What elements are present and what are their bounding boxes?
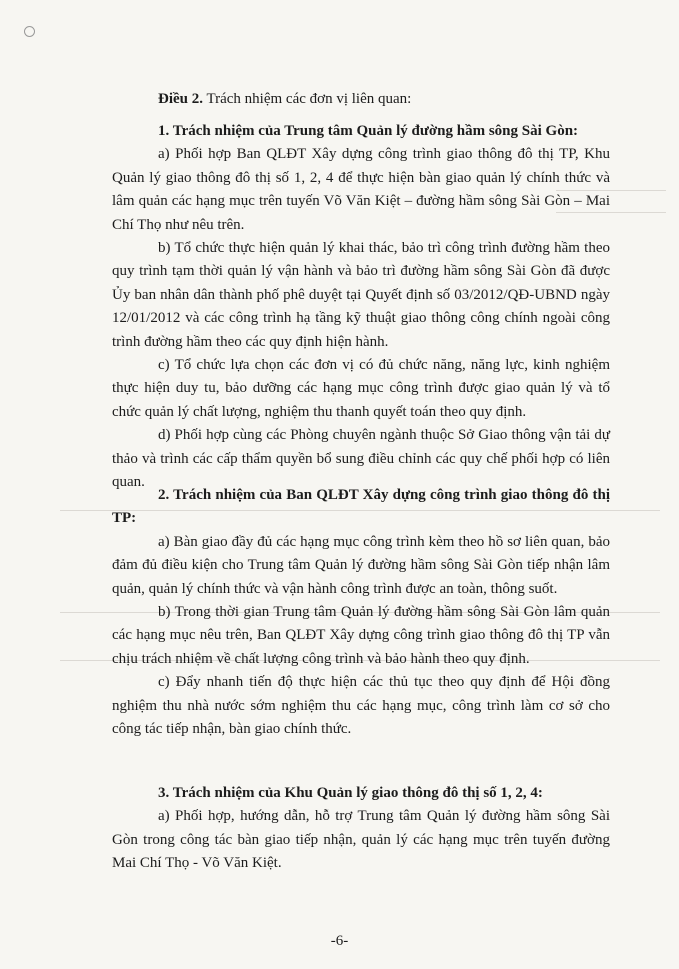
punch-hole-mark [24, 26, 35, 37]
section-1 [112, 120, 610, 495]
paragraph: a) Phối hợp Ban QLĐT Xây dựng công trình giao thông đô thị TP, Khu Quản lý giao thông đô thị số 1, 2, 4 để thực hiện bàn giao quản lý chính thức và lâm quản các hạng mục trên tuyến Võ Văn Kiệt – đường hầm sông Sài Gòn – Mai Chí Thọ như nêu trên. [112, 146, 610, 233]
paragraph: d) Phối hợp cùng các Phòng chuyên ngành thuộc Sở Giao thông vận tải dự thảo và trình các cấp thẩm quyền bổ sung điều chỉnh các quy chế phối hợp có liên quan. [112, 427, 610, 491]
section-2 [112, 484, 610, 741]
section-3 [112, 782, 610, 876]
section-heading: 1. Trách nhiệm của Trung tâm Quản lý đường hầm sông Sài Gòn: [158, 123, 579, 139]
paragraph: a) Phối hợp, hướng dẫn, hỗ trợ Trung tâm Quản lý đường hầm sông Sài Gòn trong công tác bàn giao tiếp nhận, quản lý các hạng mục trên tuyến đường Mai Chí Thọ - Võ Văn Kiệt. [112, 808, 610, 872]
section-heading: 3. Trách nhiệm của Khu Quản lý giao thông đô thị số 1, 2, 4: [158, 785, 543, 801]
paragraph: c) Đẩy nhanh tiến độ thực hiện các thủ tục theo quy định để Hội đồng nghiệm thu nhà nước sớm nghiệm thu các hạng mục, công trình làm cơ sở cho công tác tiếp nhận, bàn giao chính thức. [112, 674, 610, 738]
page-number: -6- [330, 933, 349, 949]
article-label: Điều 2. [158, 91, 203, 107]
section-heading: 2. Trách nhiệm của Ban QLĐT Xây dựng công trình giao thông đô thị TP: [112, 487, 610, 527]
article-title: Trách nhiệm các đơn vị liên quan: [203, 91, 412, 107]
paragraph: a) Bàn giao đầy đủ các hạng mục công trình kèm theo hồ sơ liên quan, bảo đảm đủ điều kiện cho Trung tâm Quản lý đường hầm sông Sài Gòn tiếp nhận lâm quản, quản lý chính thức và vận hành công trình được an toàn, thông suốt. [112, 533, 610, 597]
article-heading [158, 91, 411, 108]
paragraph: b) Trong thời gian Trung tâm Quản lý đường hầm sông Sài Gòn lâm quản các hạng mục nêu trên, Ban QLĐT Xây dựng công trình giao thông đô thị TP vẫn chịu trách nhiệm về chất lượng công trình và bảo hành theo quy định. [112, 604, 610, 667]
paragraph: c) Tổ chức lựa chọn các đơn vị có đủ chức năng, năng lực, kinh nghiệm thực hiện duy tu, bảo dưỡng các hạng mục công trình được giao quản lý và tổ chức quản lý chất lượng, nghiệm thu thanh quyết toán theo quy định. [112, 357, 610, 420]
paragraph: b) Tổ chức thực hiện quản lý khai thác, bảo trì công trình đường hầm theo quy trình tạm thời quản lý vận hành và bảo trì đường hầm sông Sài Gòn đã được Ủy ban nhân dân thành phố phê duyệt tại Quyết định số 03/2012/QĐ-UBND ngày 12/01/2012 và các công trình hạ tầng kỹ thuật giao thông công chính ngoài công trình đường hầm theo các quy định hiện hành. [112, 240, 610, 350]
